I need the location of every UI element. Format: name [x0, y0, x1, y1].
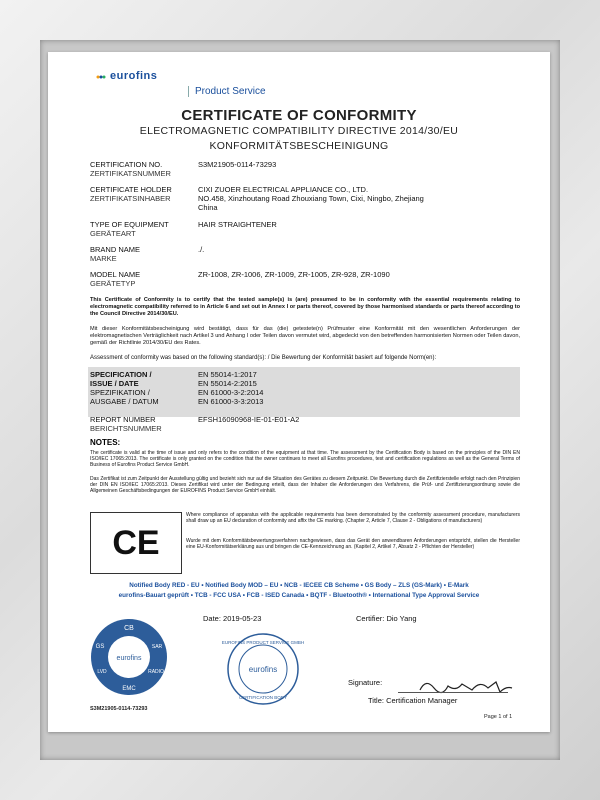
- field-value: HAIR STRAIGHTENER: [198, 220, 277, 229]
- seal-center: eurofins: [116, 655, 142, 662]
- field-value: EFSH16090968-IE-01-E01-A2: [198, 415, 300, 424]
- signature-line: [398, 692, 508, 693]
- seal-lvd: LVD: [97, 669, 107, 675]
- holder-country: China: [198, 203, 218, 212]
- notes-heading: NOTES:: [90, 438, 121, 447]
- seal-emc: EMC: [122, 686, 136, 692]
- product-service-label: Product Service: [188, 86, 266, 97]
- footer-page: Page 1 of 1: [484, 714, 513, 720]
- stamp-top: EUROFINS PRODUCT SERVICE GMBH: [221, 640, 305, 645]
- date-field: [203, 614, 261, 623]
- certification-stamp-icon: [221, 632, 305, 706]
- field-value: ./.: [198, 245, 205, 254]
- title-field: [368, 696, 457, 705]
- field-value: S3M21905-0114-73293: [198, 160, 277, 169]
- issue-label: ISSUE / DATE: [90, 379, 139, 388]
- title-label: Title:: [368, 696, 384, 705]
- standard-item: EN 61000-3-3:2013: [198, 397, 264, 406]
- field-label: REPORT NUMBER: [90, 415, 156, 424]
- seal-radio: RADIO: [148, 669, 164, 675]
- certifier-field: [356, 614, 417, 623]
- field-sublabel: MARKE: [90, 254, 117, 263]
- seal-gs: GS: [95, 644, 105, 650]
- seal-sar: SAR: [151, 644, 163, 650]
- accreditation-line-2: eurofins-Bauart geprüft • TCB - FCC USA • FCB - ISED Canada • BQTF - Bluetooth® • International Type Approval Service: [118, 592, 480, 599]
- holder-name: CIXI ZUOER ELECTRICAL APPLIANCE CO., LTD.: [198, 185, 369, 194]
- footer-cert-number: S3M21905-0114-73293: [90, 706, 148, 712]
- note-en: The certificate is valid at the time of issue and only refers to the condition of the equipment at that time. The assessment by the Certification Body is based on the principles of the DIN EN ISO/IEC 17065:2013. The certificate is only granted on the condition that the owner continues to meet all Eurofins procedures, test and certification regulations as well as the General Terms of Business of Eurofins Product Service GmbH.: [90, 450, 520, 469]
- field-sublabel: BERICHTSNUMMER: [90, 424, 162, 433]
- certifier-value: Dio Yang: [386, 614, 417, 623]
- brand-name: eurofins: [110, 70, 158, 82]
- field-label: BRAND NAME: [90, 245, 141, 254]
- stamp-center: eurofins: [248, 665, 278, 674]
- field-sublabel: ZERTIFIKATSNUMMER: [90, 169, 171, 178]
- standard-item: EN 55014-2:2015: [198, 379, 257, 388]
- signature-label: Signature:: [348, 678, 383, 687]
- certificate-subtitle: ELECTROMAGNETIC COMPATIBILITY DIRECTIVE 2014/30/EU: [139, 125, 459, 137]
- certificate-title: CERTIFICATE OF CONFORMITY: [181, 107, 417, 124]
- accreditation-line-1: Notified Body RED - EU • Notified Body MOD – EU • NCB - IECEE CB Scheme • GS Body – ZLS (GS-Mark) • E-Mark: [129, 582, 469, 589]
- seal-cb: CB: [124, 625, 134, 632]
- stamp-bottom: CERTIFICATION BODY: [238, 695, 288, 700]
- ce-mark-box: [90, 512, 182, 574]
- title-value: Certification Manager: [386, 696, 458, 705]
- field-sublabel: GERÄTETYP: [90, 279, 136, 288]
- note-de: Das Zertifikat ist zum Zeitpunkt der Ausstellung gültig und bezieht sich nur auf die Situation des Gerätes zu diesem Zeitpunkt. Die Bewertung durch die Zertifizierstelle erfolgt nach den Prinzipien der DIN EN ISO/IEC 17065:2013. Dieses Zertifikat wird unter der Bedingung erteilt, dass der Inhaber die Anforderungen des Verfahrens, die Prüf- und Zertifizierungsordnung sowie die Allgemeinen Geschäftsbedingungen der EUROFINS Product Service GmbH einhält.: [90, 476, 520, 495]
- ce-note-en: Where compliance of apparatus with the applicable requirements has been demonstrated by the conformity assessment procedure, manufacturers shall draw up an EU declaration of conformity and affix the CE marking. (Chapter 2, Article 7, Clause 2 - Obligations of manufacturers): [186, 512, 520, 525]
- signature-icon: [416, 676, 516, 698]
- field-sublabel: ZERTIFIKATSINHABER: [90, 194, 171, 203]
- field-sublabel: GERÄTEART: [90, 229, 136, 238]
- certificate-paper: [48, 52, 550, 732]
- certifier-label: Certifier:: [356, 614, 385, 623]
- field-label: MODEL NAME: [90, 270, 141, 279]
- eurofins-seal-icon: [90, 618, 168, 696]
- ce-mark-icon: CE: [112, 523, 160, 562]
- date-label: Date:: [203, 614, 221, 623]
- spec-label-de: SPEZIFIKATION /: [90, 388, 150, 397]
- standard-item: EN 55014-1:2017: [198, 370, 257, 379]
- field-value: ZR-1008, ZR-1006, ZR-1009, ZR-1005, ZR-928, ZR-1090: [198, 270, 390, 279]
- holder-address: NO.458, Xinzhoutang Road Zhouxiang Town, Cixi, Ningbo, Zhejiang: [198, 194, 424, 203]
- spec-label: SPECIFICATION /: [90, 370, 152, 379]
- issue-label-de: AUSGABE / DATUM: [90, 397, 159, 406]
- field-label: CERTIFICATION NO.: [90, 160, 163, 169]
- date-value: 2019-05-23: [223, 614, 262, 623]
- field-label: TYPE OF EQUIPMENT: [90, 220, 169, 229]
- standard-item: EN 61000-3-2:2014: [198, 388, 264, 397]
- ce-note-de: Wurde mit dem Konformitätsbewertungsverfahren nachgewiesen, dass das Gerät den anwendbaren Anforderungen entspricht, stellen die Hersteller eine EU-Konformitätserklärung aus und bringen die CE-Kennzeichnung an. (Kapitel 2, Artikel 7, Absatz 2 - Pflichten der Hersteller): [186, 538, 520, 551]
- field-label: CERTIFICATE HOLDER: [90, 185, 172, 194]
- certificate-subtitle-german: KONFORMITÄTSBESCHEINIGUNG: [209, 140, 389, 152]
- conformity-statement-en: This Certificate of Conformity is to certify that the tested sample(s) is (are) presumed to be in conformity with the essential requirements relating to electromagnetic compatibility referred to in Article 6 and set out in Annex I or parts thereof, covered by those harmonised standards or parts thereof according to the Council Directive 2014/30/EU.: [90, 297, 520, 317]
- assessment-basis: Assessment of conformity was based on the following standard(s): / Die Bewertung der Konformität basiert auf folgende Norm(en):: [90, 355, 437, 361]
- eurofins-logo-icon: [96, 74, 106, 80]
- conformity-statement-de: Mit dieser Konformitätsbescheinigung wird bestätigt, dass für das (die) getestete(n) Prüfmuster eine Konformität mit den wesentlichen Anforderungen der elektromagnetischen Verträglichkeit nach Artikel 3 und Anhang I oder Teilen davon vermutet wird, abgedeckt von den betreffenden harmonisierten Normen oder Teilen davon, gemäß der Richtlinie 2014/30/EU des Rates.: [90, 326, 520, 346]
